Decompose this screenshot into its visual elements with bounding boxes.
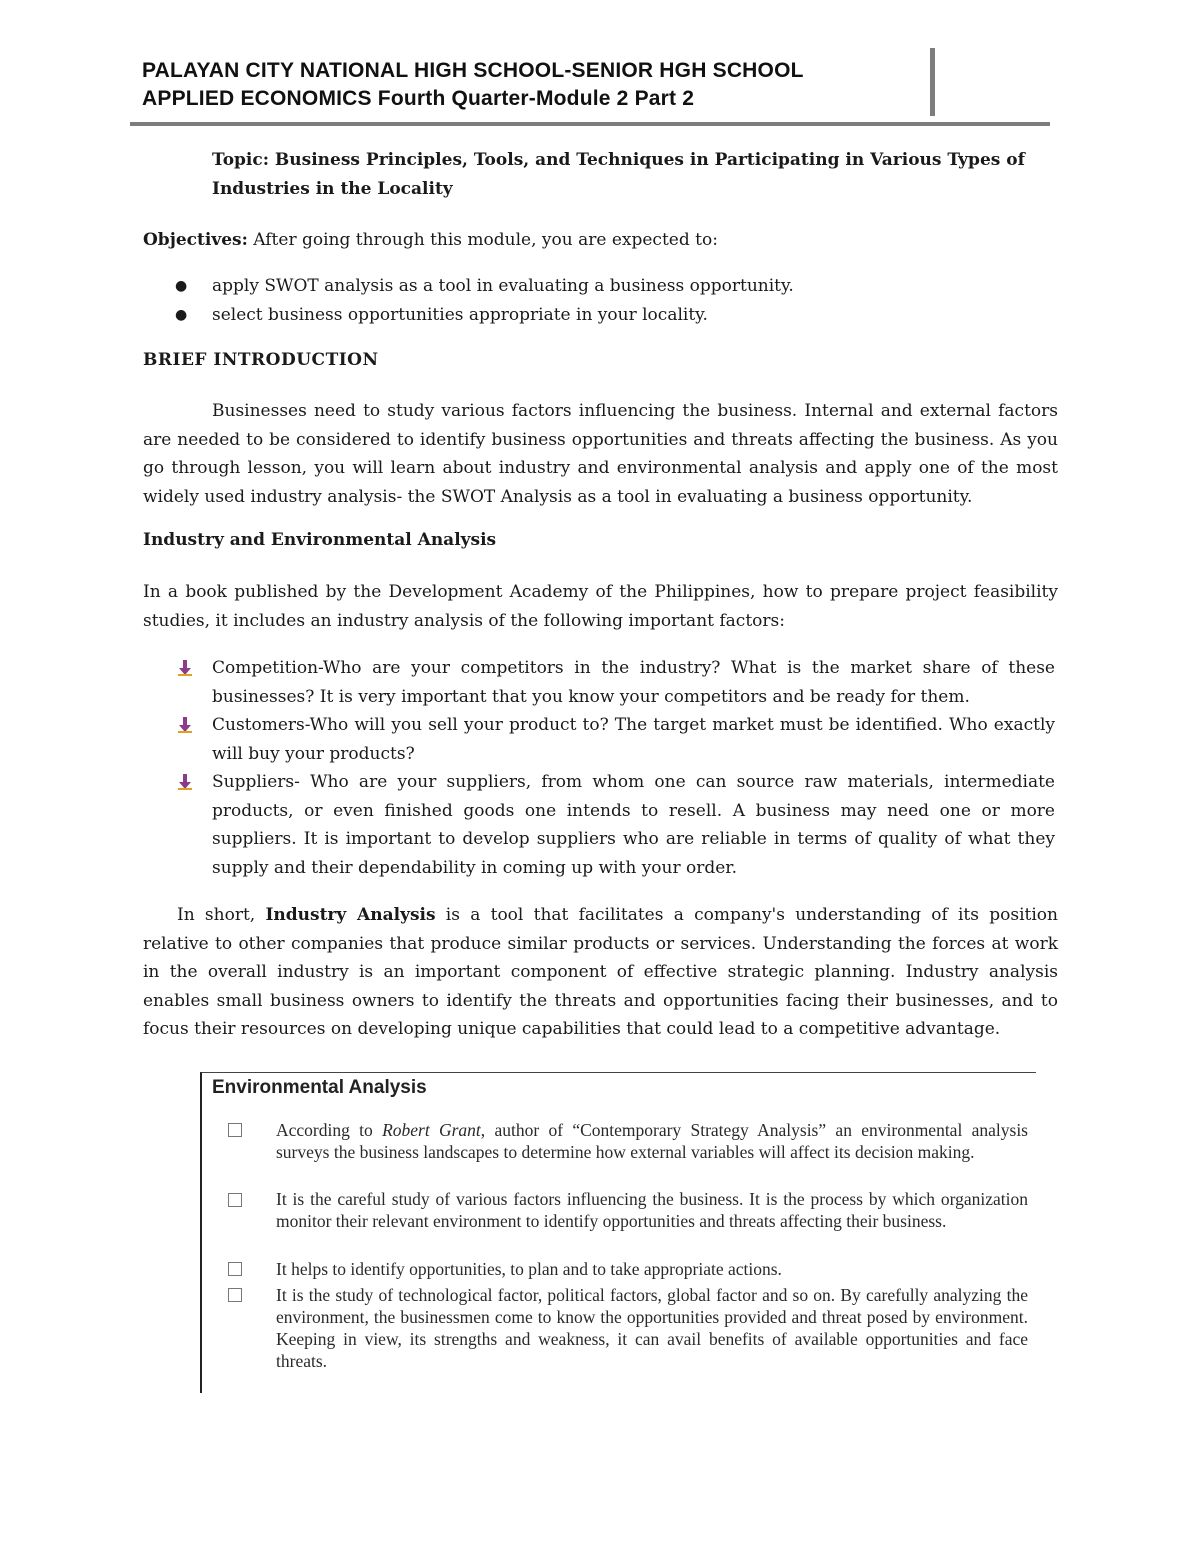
figure-item: According to Robert Grant, author of “Contemporary Strategy Analysis” an environmental analysis surveys the business landscapes to determine how external variables will affect its decision making. [276, 1120, 1028, 1162]
bullet-icon: ● [175, 307, 188, 323]
checkbox-icon [228, 1123, 242, 1137]
header-divider [930, 48, 935, 116]
list-item: ● apply SWOT analysis as a tool in evaluating a business opportunity. [175, 272, 1055, 301]
industry-analysis-term: Industry Analysis [265, 905, 436, 925]
module-title: APPLIED ECONOMICS Fourth Quarter-Module 2 Part 2 [142, 87, 695, 110]
page-header [130, 54, 1050, 126]
industry-summary: In short, Industry Analysis is a tool that facilitates a company's understanding of its position relative to other companies that produce similar products or services. Understanding the forces at work in the overall industry is an important component of effective strategic planning. Industry analysis enables small business owners to identify the threats and opportunities facing their businesses, and to focus their resources on developing unique capabilities that could lead to a competitive advantage. [143, 905, 1058, 1039]
industry-title: Industry and Environmental Analysis [143, 530, 497, 550]
industry-factors [175, 654, 1055, 882]
list-item: Competition-Who are your competitors in the industry? What is the market share of these businesses? It is very important that you know your competitors and be ready for them. [175, 654, 1055, 711]
school-name: PALAYAN CITY NATIONAL HIGH SCHOOL-SENIOR HGH SCHOOL [142, 59, 804, 82]
arrow-bullet-icon [178, 660, 192, 676]
objectives-label: Objectives: [143, 230, 248, 250]
checkbox-icon [228, 1288, 242, 1302]
intro-title: BRIEF INTRODUCTION [143, 350, 379, 370]
list-item: ● select business opportunities appropriate in your locality. [175, 301, 1055, 330]
checkbox-icon [228, 1262, 242, 1276]
environmental-analysis-figure [200, 1072, 1036, 1393]
list-item: Suppliers- Who are your suppliers, from whom one can source raw materials, intermediate products, or even finished goods one intends to resell. A business may need one or more suppliers. It is important to develop suppliers who are reliable in terms of quality of what they supply and their dependability in coming up with your order. [175, 768, 1055, 882]
objectives [143, 226, 1058, 255]
industry-paragraph: In a book published by the Development Academy of the Philippines, how to prepare project feasibility studies, it includes an industry analysis of the following important factors: [143, 582, 1058, 631]
topic-heading: Topic: Business Principles, Tools, and Techniques in Participating in Various Types of Industries in the Locality [212, 150, 1025, 199]
intro-paragraph: Businesses need to study various factors influencing the business. Internal and external factors are needed to be considered to identify business opportunities and threats affecting the business. As you go through lesson, you will learn about industry and environmental analysis and apply one of the most widely used industry analysis- the SWOT Analysis as a tool in evaluating a business opportunity. [143, 401, 1058, 507]
objectives-text: After going through this module, you are expected to: [247, 230, 718, 250]
list-item: Customers-Who will you sell your product to? The target market must be identified. Who exactly will buy your products? [175, 711, 1055, 768]
objective-bullets [175, 272, 1055, 330]
checkbox-icon [228, 1193, 242, 1207]
figure-item: It is the careful study of various factors influencing the business. It is the process by which organization monitor their relevant environment to identify opportunities and threats affecting their business. [276, 1189, 1028, 1231]
arrow-bullet-icon [178, 774, 192, 790]
figure-title: Environmental Analysis [212, 1077, 427, 1098]
bullet-icon: ● [175, 278, 188, 294]
arrow-bullet-icon [178, 717, 192, 733]
figure-item: It helps to identify opportunities, to plan and to take appropriate actions. [276, 1259, 782, 1279]
figure-item: It is the study of technological factor, political factors, global factor and so on. By carefully analyzing the environment, the businessmen come to know the opportunities provided and threat posed by environment. Keeping in view, its strengths and weakness, it can avail benefits of available opportunities and face threats. [276, 1285, 1028, 1371]
